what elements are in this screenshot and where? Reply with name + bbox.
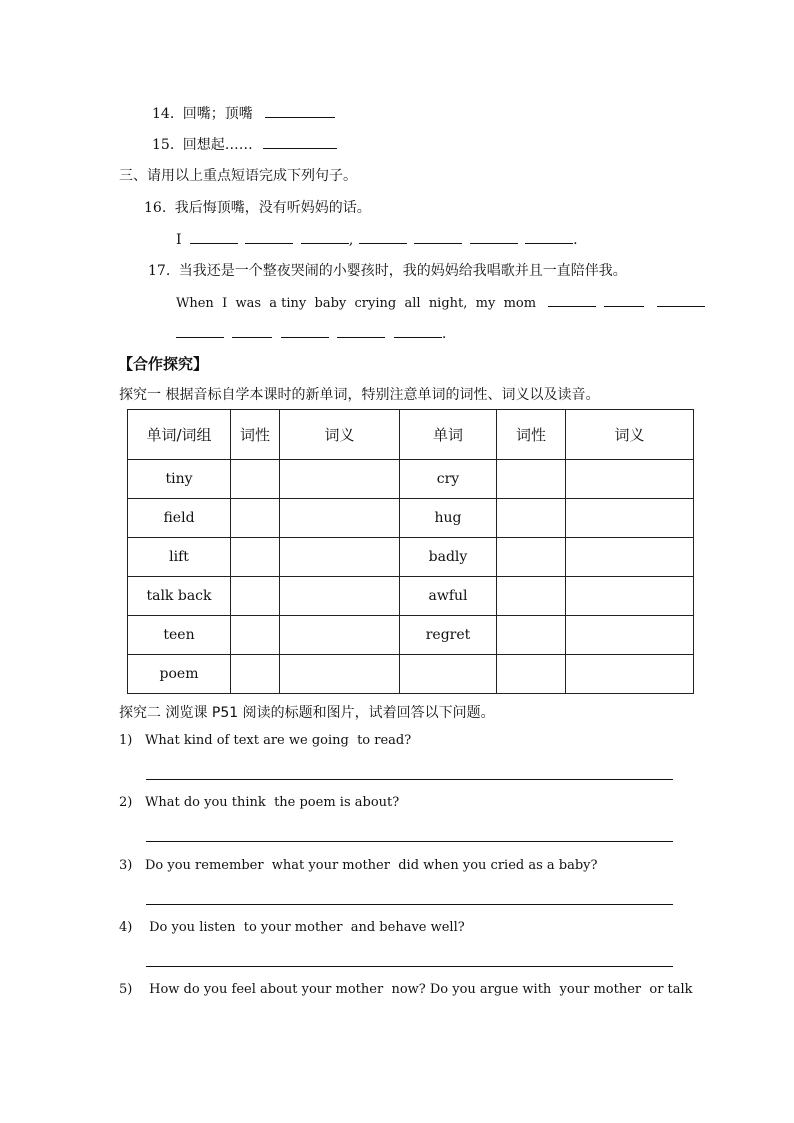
question-2: [119, 795, 399, 810]
question-text: Do you remember what your mother did when you cried as a baby?: [145, 858, 598, 873]
word-cell: poem: [128, 654, 231, 693]
sentence-17-answer-line2: .: [176, 323, 446, 342]
answer-cell[interactable]: [566, 616, 694, 655]
chinese-sentence: 当我还是一个整夜哭闹的小婴孩时，我的妈妈给我唱歌并且一直陪伴我。: [178, 263, 627, 279]
answer-blank[interactable]: [245, 229, 293, 244]
answer-cell[interactable]: [497, 460, 566, 499]
table-row: [128, 654, 694, 693]
question-number: 1): [119, 733, 133, 748]
answer-cell[interactable]: [280, 460, 400, 499]
question-number: 5): [119, 982, 133, 997]
answer-cell[interactable]: [497, 538, 566, 577]
answer-cell[interactable]: [566, 538, 694, 577]
answer-line[interactable]: [146, 841, 673, 842]
question-number: 3): [119, 858, 133, 873]
question-5: [119, 982, 693, 997]
sentence-17-answer-line1: [176, 292, 705, 311]
answer-blank[interactable]: [470, 229, 518, 244]
question-text: Do you listen to your mother and behave well?: [145, 920, 465, 935]
answer-blank[interactable]: [394, 323, 442, 338]
question-3: [119, 858, 597, 873]
question-number: 4): [119, 920, 133, 935]
answer-blank[interactable]: [525, 229, 573, 244]
english-sentence-start: When I was a tiny baby crying all night, my mom: [176, 296, 537, 311]
item-text: 回想起……: [182, 137, 253, 153]
section-heading: 三、请用以上重点短语完成下列句子。: [119, 168, 357, 184]
answer-line[interactable]: [146, 904, 673, 905]
item-number: 17.: [148, 263, 171, 279]
answer-cell[interactable]: [566, 577, 694, 616]
word-cell: badly: [400, 538, 497, 577]
answer-blank[interactable]: [265, 103, 335, 118]
answer-cell[interactable]: [280, 499, 400, 538]
word-cell: talk back: [128, 577, 231, 616]
answer-blank[interactable]: [176, 323, 224, 338]
answer-cell[interactable]: [280, 538, 400, 577]
table-row: [128, 499, 694, 538]
vocabulary-table: [127, 409, 694, 694]
answer-blank[interactable]: [190, 229, 238, 244]
answer-blank[interactable]: [301, 229, 349, 244]
answer-cell[interactable]: [497, 654, 566, 693]
word-cell: tiny: [128, 460, 231, 499]
item-15: [152, 134, 337, 154]
item-14: [152, 103, 335, 123]
table-header-row: [128, 410, 694, 460]
word-cell: teen: [128, 616, 231, 655]
header-word: 单词: [400, 410, 497, 460]
answer-cell[interactable]: [231, 577, 280, 616]
table-row: [128, 616, 694, 655]
answer-cell[interactable]: [566, 654, 694, 693]
answer-cell[interactable]: [280, 654, 400, 693]
answer-blank[interactable]: [657, 292, 705, 307]
answer-blank[interactable]: [232, 323, 272, 338]
answer-cell[interactable]: [231, 654, 280, 693]
answer-blank[interactable]: [414, 229, 462, 244]
answer-cell[interactable]: [231, 460, 280, 499]
sentence-16-answer: I , .: [176, 229, 578, 248]
word-cell: lift: [128, 538, 231, 577]
question-4: [119, 920, 465, 935]
word-cell: awful: [400, 577, 497, 616]
item-number: 16.: [144, 200, 167, 216]
item-number: 15.: [152, 137, 175, 153]
answer-cell[interactable]: [566, 460, 694, 499]
table-row: [128, 538, 694, 577]
answer-cell[interactable]: [231, 538, 280, 577]
answer-line[interactable]: [146, 779, 673, 780]
question-text: How do you feel about your mother now? Do you argue with your mother or talk: [145, 982, 693, 997]
item-text: 回嘴；顶嘴: [182, 106, 253, 122]
answer-blank[interactable]: [548, 292, 596, 307]
explore-2-instruction: 探究二 浏览课 P51 阅读的标题和图片，试着回答以下问题。: [119, 705, 495, 721]
sentence-16-prompt: [144, 197, 371, 217]
word-cell: field: [128, 499, 231, 538]
word-cell: regret: [400, 616, 497, 655]
explore-1-instruction: 探究一 根据音标自学本课时的新单词，特别注意单词的词性、词义以及读音。: [119, 387, 600, 403]
answer-cell[interactable]: [497, 499, 566, 538]
answer-cell[interactable]: [497, 577, 566, 616]
sentence-start: I: [176, 232, 182, 248]
question-1: [119, 733, 411, 748]
word-cell: hug: [400, 499, 497, 538]
word-cell: cry: [400, 460, 497, 499]
answer-cell[interactable]: [231, 499, 280, 538]
answer-cell[interactable]: [280, 577, 400, 616]
answer-cell[interactable]: [566, 499, 694, 538]
question-text: What kind of text are we going to read?: [145, 733, 412, 748]
answer-blank[interactable]: [337, 323, 385, 338]
answer-blank[interactable]: [281, 323, 329, 338]
sentence-17-prompt: [148, 260, 627, 280]
word-cell: [400, 654, 497, 693]
answer-line[interactable]: [146, 966, 673, 967]
header-meaning: 词义: [566, 410, 694, 460]
answer-cell[interactable]: [231, 616, 280, 655]
chinese-sentence: 我后悔顶嘴，没有听妈妈的话。: [174, 200, 371, 216]
answer-blank[interactable]: [263, 134, 337, 149]
table-row: [128, 577, 694, 616]
header-part-of-speech: 词性: [497, 410, 566, 460]
question-number: 2): [119, 795, 133, 810]
header-meaning: 词义: [280, 410, 400, 460]
answer-blank[interactable]: [604, 292, 644, 307]
header-word-phrase: 单词/词组: [128, 410, 231, 460]
cooperate-heading: 【合作探究】: [118, 355, 209, 373]
header-part-of-speech: 词性: [231, 410, 280, 460]
answer-cell[interactable]: [497, 616, 566, 655]
item-number: 14.: [152, 106, 175, 122]
table-row: [128, 460, 694, 499]
answer-blank[interactable]: [359, 229, 407, 244]
answer-cell[interactable]: [280, 616, 400, 655]
question-text: What do you think the poem is about?: [145, 795, 400, 810]
